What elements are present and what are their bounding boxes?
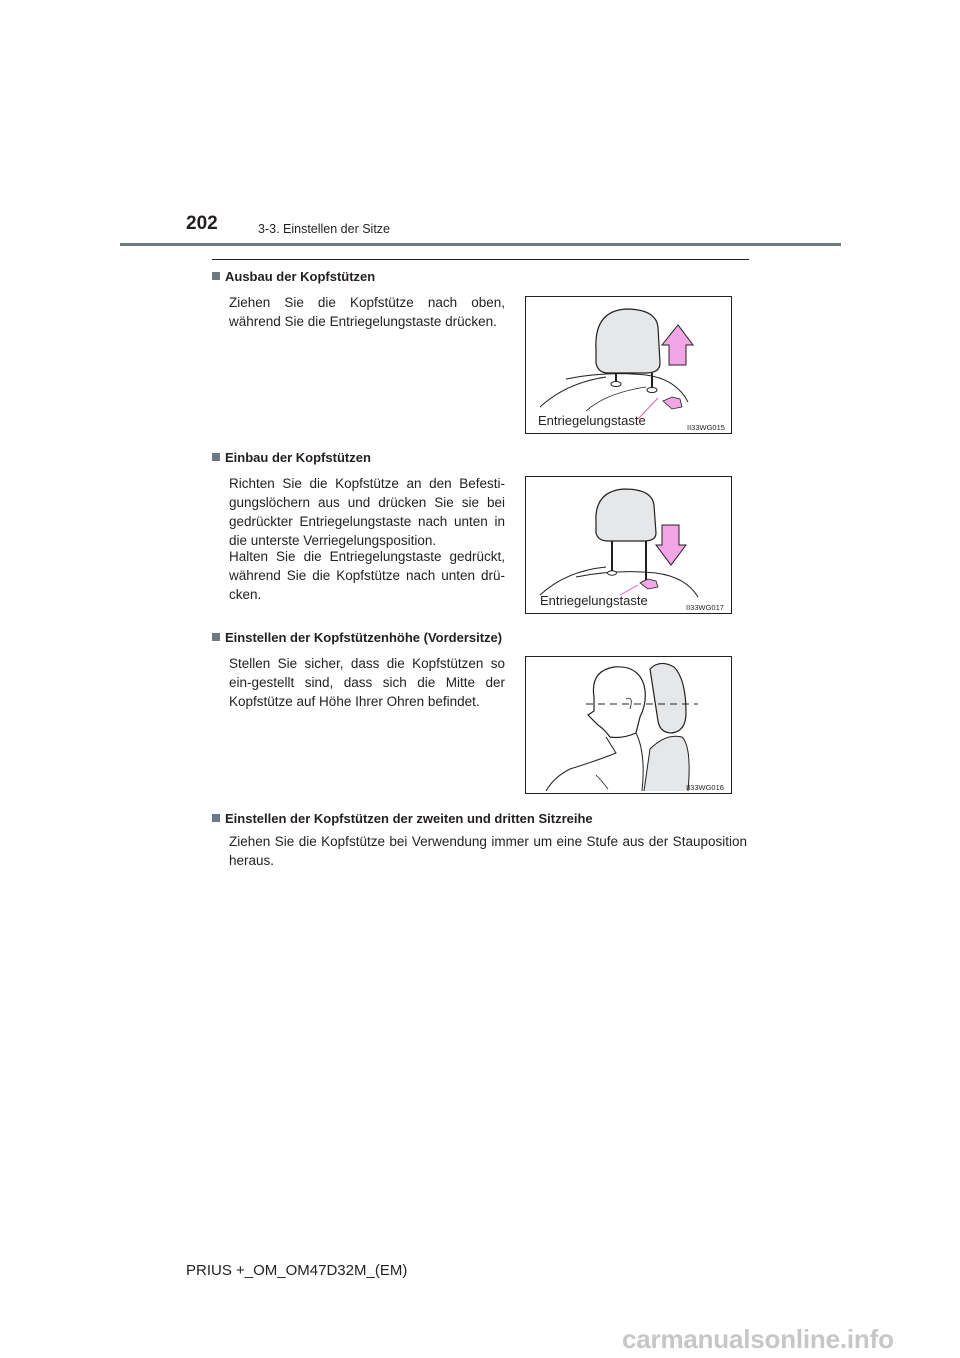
arrow-down-icon — [656, 525, 686, 565]
figure-code: II33WG017 — [686, 603, 724, 612]
section-heading — [212, 630, 502, 645]
arrow-up-icon — [662, 325, 693, 365]
section-heading — [212, 450, 371, 465]
figure-headrest-removal — [525, 296, 732, 434]
header-rule — [120, 243, 841, 246]
page-number: 202 — [186, 213, 218, 234]
bullet-square-icon — [212, 814, 220, 822]
paragraph: Richten Sie die Kopfstütze an den Befesti-gungslöchern aus und drücken Sie sie bei gedrückter Entriegelungstaste nach unten in die unterste Verriegelungsposition. — [229, 476, 505, 548]
paragraph: Stellen Sie sicher, dass die Kopfstützen so ein-gestellt sind, dass sich die Mitte der Kopfstütze auf Höhe Ihrer Ohren befindet. — [229, 656, 505, 709]
watermark-text[interactable]: carmanualsonline.info — [622, 1324, 894, 1354]
figure-label: Entriegelungstaste — [538, 413, 646, 428]
bullet-square-icon — [212, 272, 220, 280]
heading-text: Einstellen der Kopfstützenhöhe (Vordersitze) — [225, 630, 503, 645]
push-arrow-icon — [663, 397, 682, 409]
push-arrow-icon — [640, 579, 658, 589]
figure-headrest-installation — [525, 476, 732, 614]
footer-doc-id: PRIUS +_OM_OM47D32M_(EM) — [186, 1262, 408, 1279]
divider-line — [212, 259, 749, 260]
heading-text: Einbau der Kopfstützen — [225, 450, 371, 465]
section-heading — [212, 811, 593, 826]
figure-code: II33WG015 — [687, 423, 725, 432]
figure-label: Entriegelungstaste — [540, 593, 648, 608]
figure-headrest-height — [525, 656, 732, 794]
section-title: 3-3. Einstellen der Sitze — [258, 222, 391, 236]
paragraph: Ziehen Sie die Kopfstütze nach oben, während Sie die Entriegelungstaste drücken. — [229, 295, 505, 329]
paragraph: Ziehen Sie die Kopfstütze bei Verwendung immer um eine Stufe aus der Stauposition heraus. — [229, 834, 747, 868]
heading-text: Ausbau der Kopfstützen — [225, 269, 376, 284]
figure-code: II33WG016 — [686, 783, 724, 792]
bullet-square-icon — [212, 633, 220, 641]
paragraph: Halten Sie die Entriegelungstaste gedrückt, während Sie die Kopfstütze nach unten drü-cken. — [229, 549, 505, 602]
section-heading — [212, 269, 375, 284]
headrest-height-illustration — [526, 657, 733, 795]
heading-text: Einstellen der Kopfstützen der zweiten und dritten Sitzreihe — [225, 811, 593, 826]
bullet-square-icon — [212, 453, 220, 461]
